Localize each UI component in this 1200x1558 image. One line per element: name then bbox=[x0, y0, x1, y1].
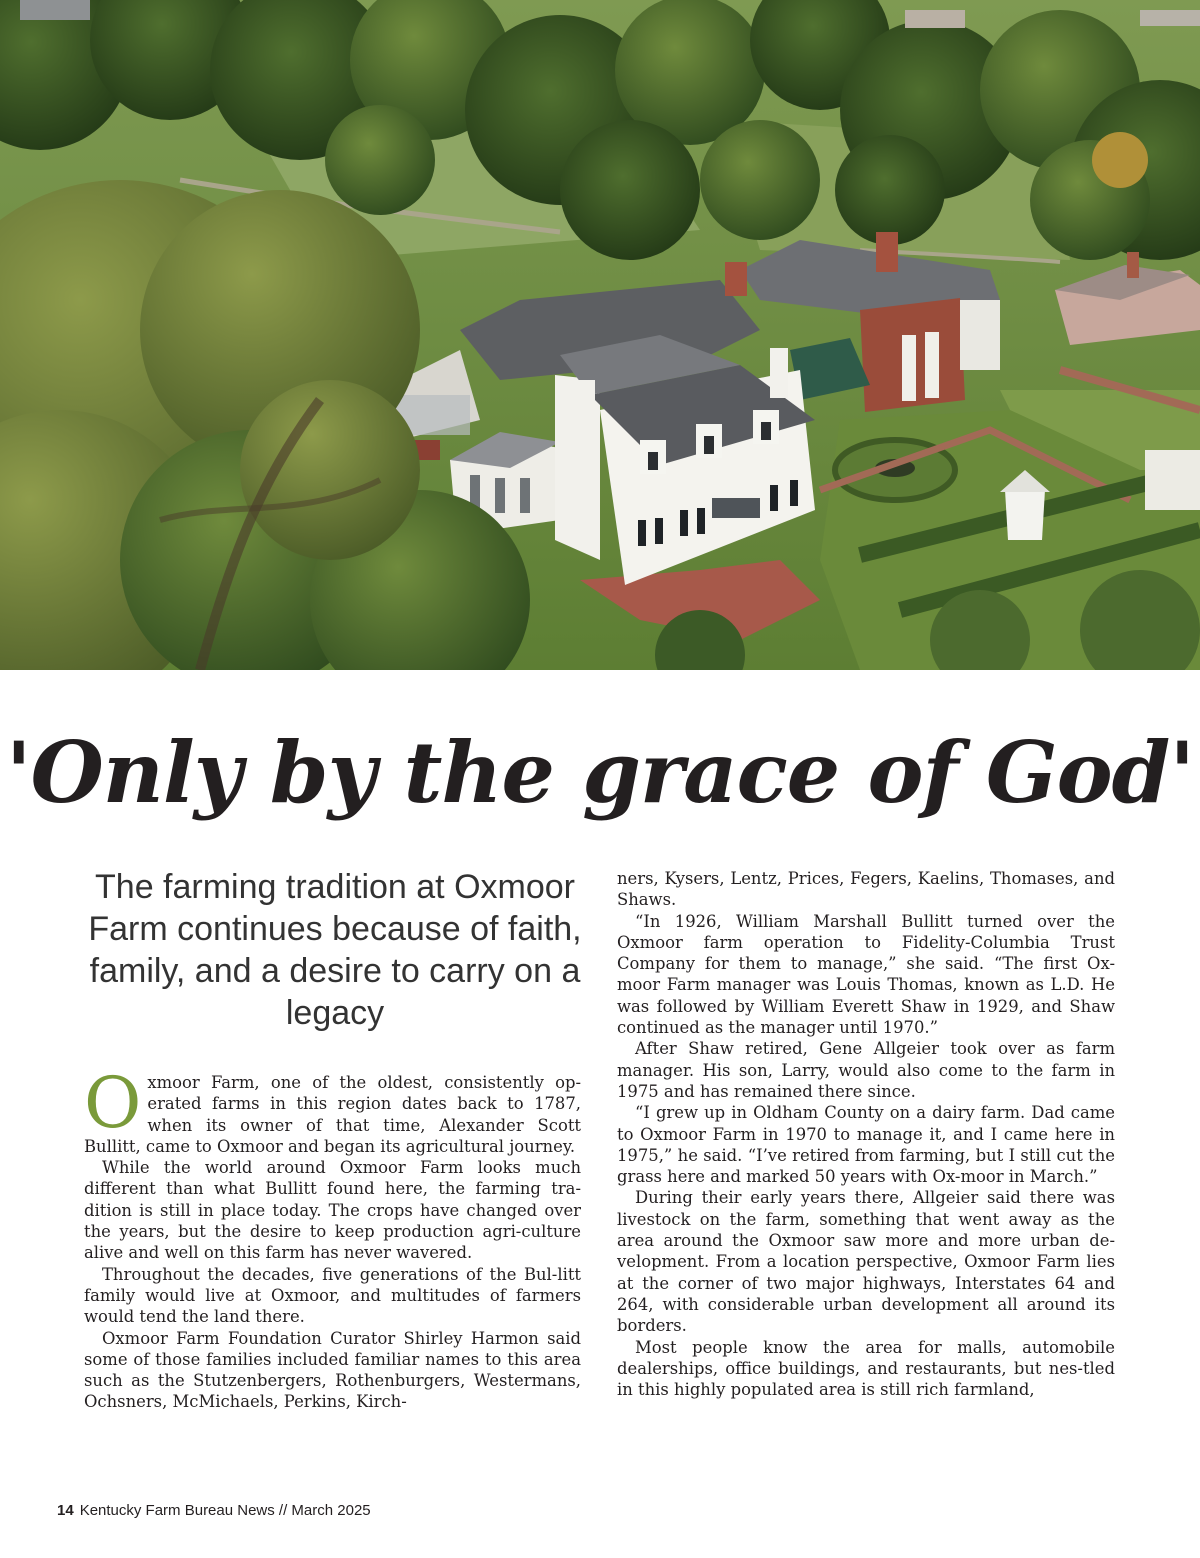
page-number: 14 bbox=[57, 1502, 74, 1519]
article-column-left bbox=[84, 1062, 581, 1413]
publication-line: Kentucky Farm Bureau News // March 2025 bbox=[79, 1502, 371, 1519]
headline: 'Only by the grace of God' bbox=[5, 723, 1195, 822]
hero-photo bbox=[0, 0, 1200, 670]
paragraph: “In 1926, William Marshall Bullitt turned over the Oxmoor farm operation to Fidelity-Columbia Trust Company for them to manage,” she said. “The first Ox-moor Farm manager was Louis Thomas, known as L.D. He was followed by William Everett Shaw in 1929, and Shaw continued as the manager until 1970.” bbox=[617, 911, 1115, 1038]
paragraph bbox=[84, 1062, 581, 1157]
aerial-farm-illustration bbox=[0, 0, 1200, 670]
paragraph-text: xmoor Farm, one of the oldest, consistently op-erated farms in this region dates back to 1787, when its owner of that time, Alexander Scott Bullitt, came to Oxmoor and began its agricultural journey. bbox=[84, 1073, 581, 1156]
paragraph: While the world around Oxmoor Farm looks much different than what Bullitt found here, the farming tra-dition is still in place today. The crops have changed over the years, but the desire to keep production agri-culture alive and well on this farm has never wavered. bbox=[84, 1158, 581, 1263]
drop-cap: O bbox=[84, 1062, 142, 1144]
paragraph: ners, Kysers, Lentz, Prices, Fegers, Kaelins, Thomases, and Shaws. bbox=[617, 869, 1115, 910]
paragraph: Throughout the decades, five generations of the Bul-litt family would live at Oxmoor, and multitudes of farmers would tend the land there. bbox=[84, 1264, 581, 1327]
article-column-right bbox=[617, 868, 1115, 1400]
paragraph: During their early years there, Allgeier said there was livestock on the farm, something that went away as the area around the Oxmoor saw more and more urban de-velopment. From a location perspective, Oxmoor Farm lies at the corner of two major highways, Interstates 64 and 264, with considerable urban development all around its borders. bbox=[617, 1188, 1115, 1336]
paragraph: “I grew up in Oldham County on a dairy farm. Dad came to Oxmoor Farm in 1970 to manage it, and I came here in 1975,” he said. “I’ve retired from farming, but I still cut the grass here and marked 50 years with Ox-moor in March.” bbox=[617, 1103, 1115, 1187]
paragraph: Most people know the area for malls, automobile dealerships, office buildings, and restaurants, but nes-tled in this highly populated area is still rich farmland, bbox=[617, 1337, 1115, 1400]
deck-subheadline: The farming tradition at Oxmoor Farm continues because of faith, family, and a desire to carry on a legacy bbox=[88, 868, 582, 1032]
page-footer bbox=[57, 1502, 371, 1519]
paragraph: Oxmoor Farm Foundation Curator Shirley Harmon said some of those families included familiar names to this area such as the Stutzenbergers, Rothenburgers, Westermans, Ochsners, McMichaels, Perkins, Kirch- bbox=[84, 1328, 581, 1412]
paragraph: After Shaw retired, Gene Allgeier took over as farm manager. His son, Larry, would also come to the farm in 1975 and has remained there since. bbox=[617, 1039, 1115, 1101]
